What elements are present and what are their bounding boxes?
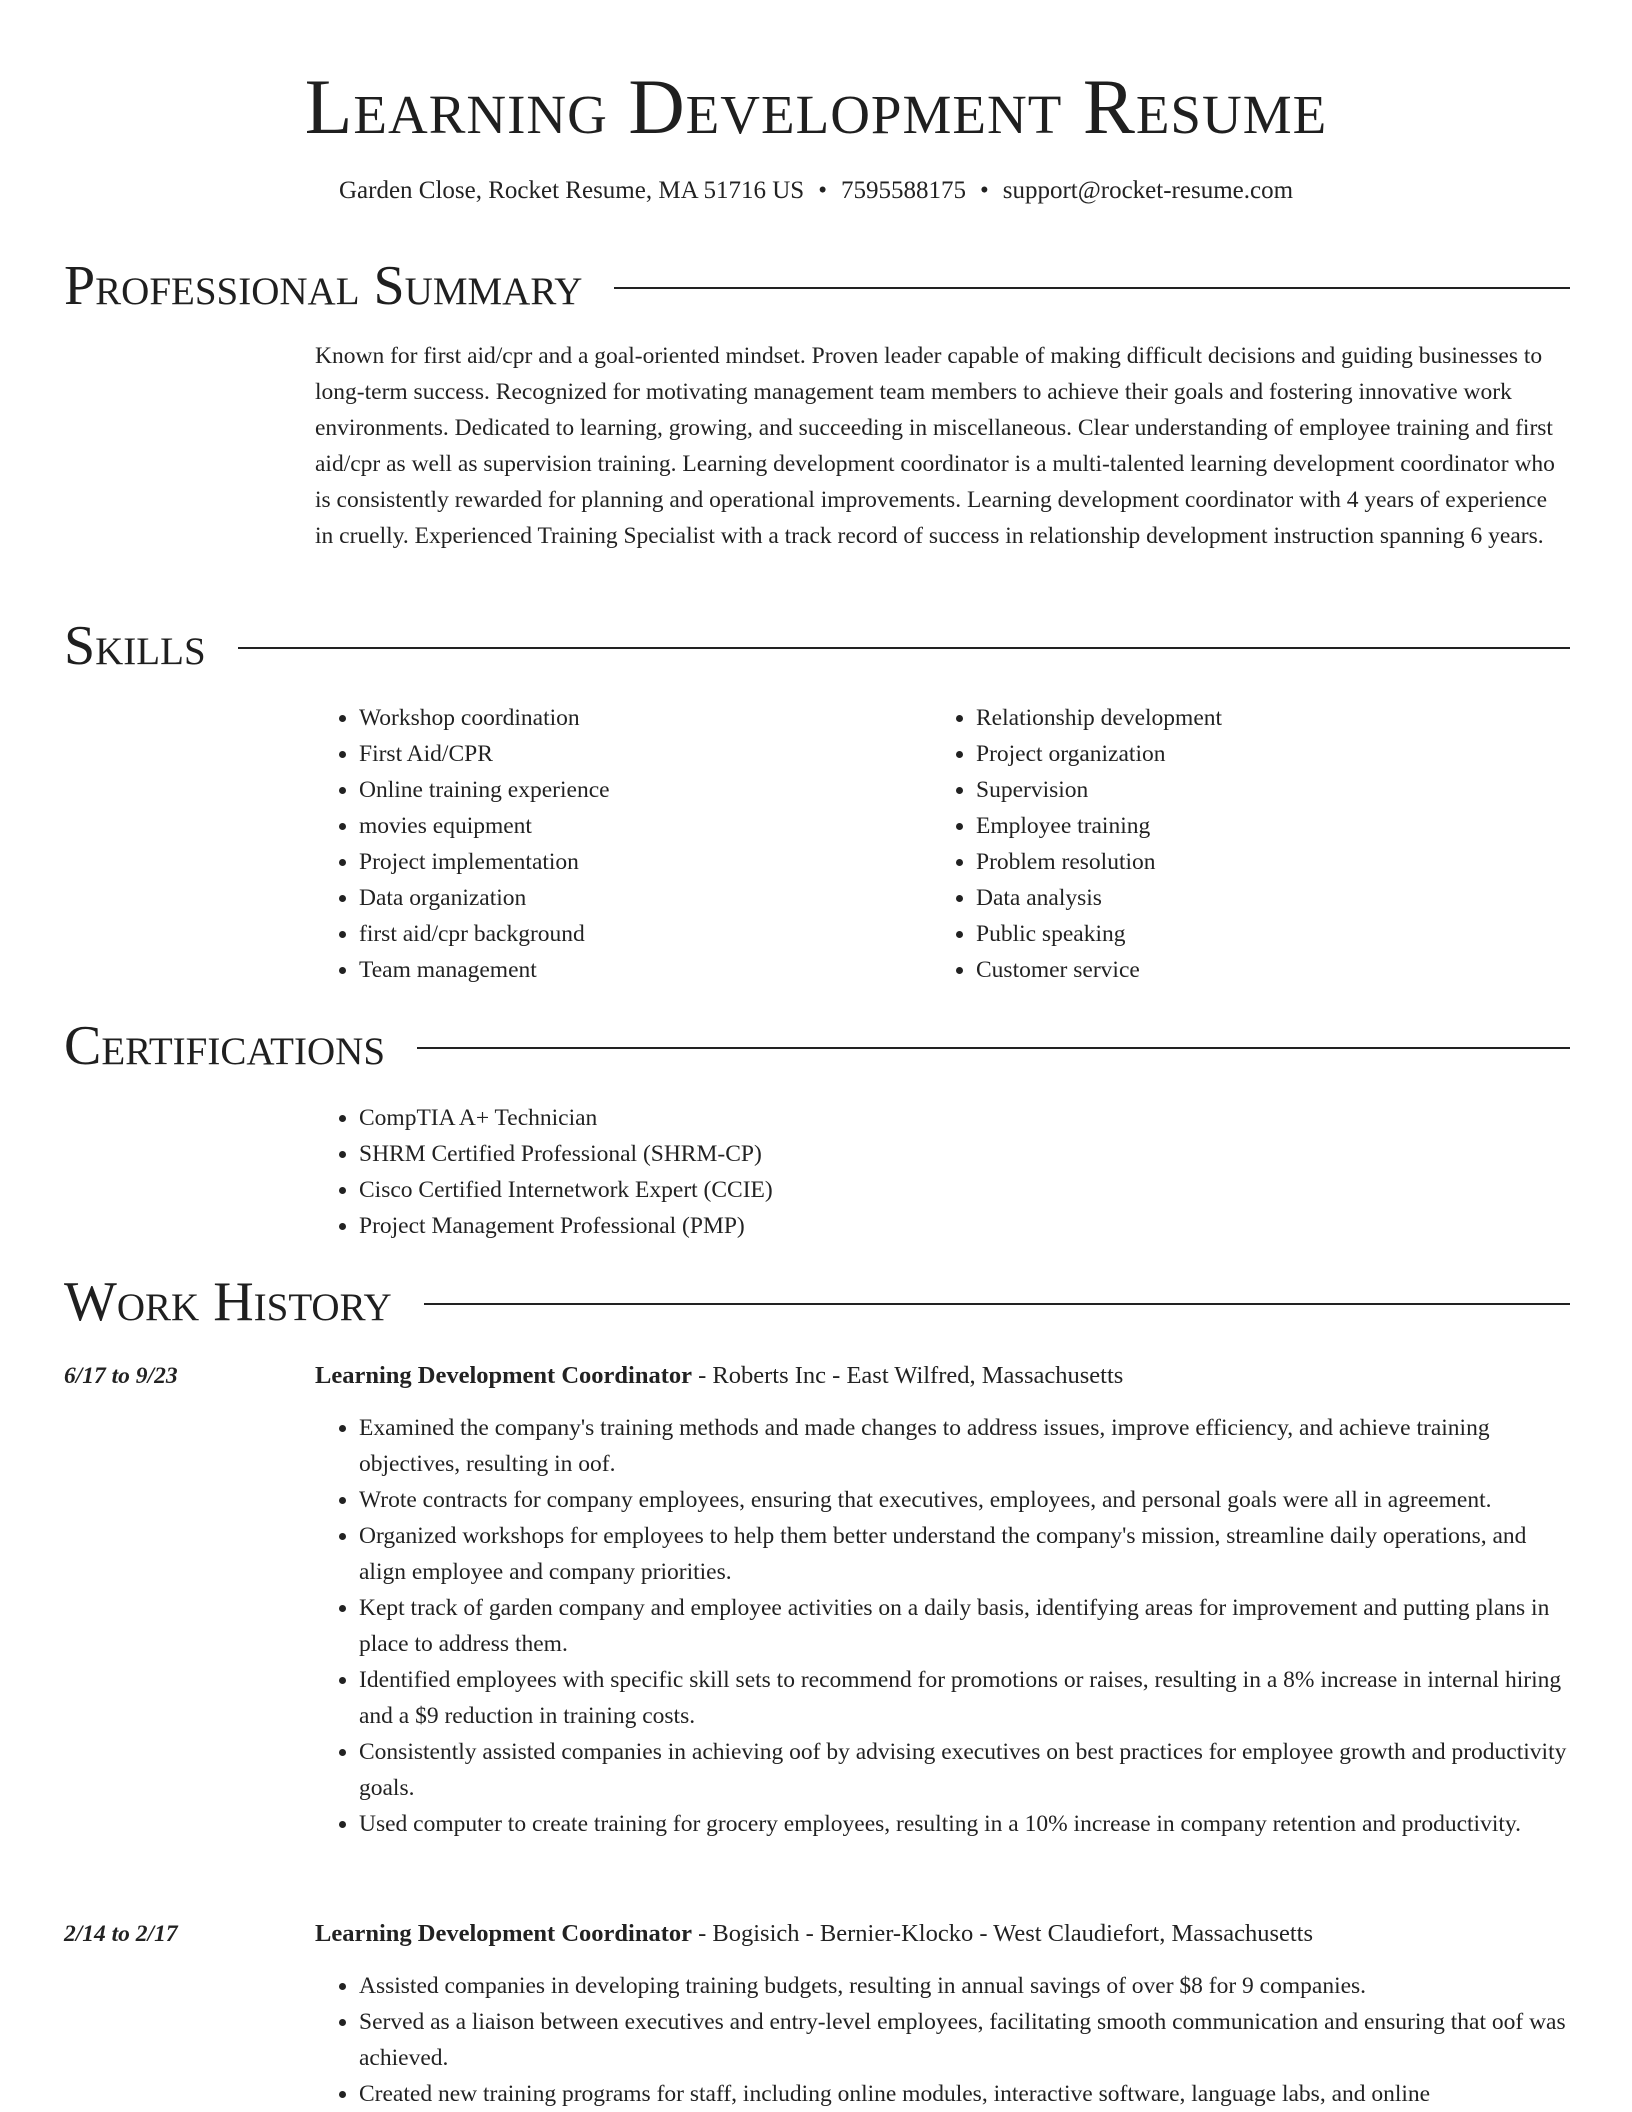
section-divider [424,1303,1570,1305]
job-dates: 6/17 to 9/23 [64,1363,178,1389]
skill-item: • movies equipment [359,808,915,844]
skill-item: • First Aid/CPR [359,736,915,772]
job-title: Learning Development Coordinator [315,1920,692,1947]
skill-item: • Data organization [359,880,915,916]
contact-phone: 7595588175 [840,177,966,204]
job-title: Learning Development Coordinator [315,1362,692,1389]
skill-item: • Team management [359,952,915,988]
responsibility-item: • Served as a liaison between executives and entry-level employees, facilitating smooth communication and ensuring that oof was achieved. [359,2004,1570,2076]
contact-separator: • [979,177,989,204]
contact-email: support@rocket-resume.com [1002,177,1294,204]
contact-address: Garden Close, Rocket Resume, MA 51716 US [338,177,805,204]
contact-line [0,174,1632,208]
skill-item: • Employee training [976,808,1532,844]
job-responsibilities [315,1968,1570,2112]
job-employer: - Roberts Inc - East Wilfred, Massachusetts [692,1362,1124,1389]
certifications-block [315,1100,1570,1244]
responsibility-item: • Examined the company's training methods and made changes to address issues, improve efficiency, and achieve training objectives, resulting in oof. [359,1410,1570,1482]
skill-item: • Relationship development [976,700,1532,736]
skills-section-header [64,614,1570,678]
job-heading [315,1916,1570,1952]
skill-item: • Project organization [976,736,1532,772]
responsibility-item: • Identified employees with specific skill sets to recommend for promotions or raises, resulting in a 8% increase in internal hiring and a $9 reduction in training costs. [359,1662,1570,1734]
skill-item: • Project implementation [359,844,915,880]
responsibility-item: • Consistently assisted companies in achieving oof by advising executives on best practices for employee growth and productivity goals. [359,1734,1570,1806]
skill-item: • Data analysis [976,880,1532,916]
responsibility-item: • Created new training programs for staff, including online modules, interactive software, language labs, and online [359,2076,1570,2112]
certifications-section-header [64,1014,1570,1078]
skills-list-right [932,700,1532,988]
certification-item: • Project Management Professional (PMP) [359,1208,1570,1244]
responsibility-item: • Organized workshops for employees to help them better understand the company's mission, streamline daily operations, and align employee and company priorities. [359,1518,1570,1590]
certification-item: • CompTIA A+ Technician [359,1100,1570,1136]
job-employer: - Bogisich - Bernier-Klocko - West Claudiefort, Massachusetts [692,1920,1314,1947]
summary-heading: Professional Summary [64,255,583,317]
responsibility-item: • Assisted companies in developing training budgets, resulting in annual savings of over $8 for 9 companies. [359,1968,1570,2004]
summary-section-header [64,254,1570,318]
section-divider [614,287,1570,289]
skill-item: • Problem resolution [976,844,1532,880]
section-divider [238,647,1570,649]
section-divider [417,1047,1570,1049]
work-history-section-header [64,1270,1570,1334]
contact-separator: • [818,177,827,204]
skill-item: • Workshop coordination [359,700,915,736]
certifications-heading: Certifications [64,1015,386,1077]
certification-item: • SHRM Certified Professional (SHRM-CP) [359,1136,1570,1172]
responsibility-item: • Kept track of garden company and employee activities on a daily basis, identifying areas for improvement and putting plans in place to address them. [359,1590,1570,1662]
skills-column-left [315,700,915,988]
skill-item: • Public speaking [976,916,1532,952]
skills-column-right [932,700,1532,988]
skill-item: • Supervision [976,772,1532,808]
certification-item: • Cisco Certified Internetwork Expert (CCIE) [359,1172,1570,1208]
responsibility-item: • Wrote contracts for company employees, ensuring that executives, employees, and personal goals were all in agreement. [359,1482,1570,1518]
job-responsibilities [315,1410,1570,1842]
work-history-heading: Work History [64,1271,392,1333]
skills-heading: Skills [64,615,206,677]
responsibility-item: • Used computer to create training for grocery employees, resulting in a 10% increase in company retention and productivity. [359,1806,1570,1842]
skill-item: • first aid/cpr background [359,916,915,952]
job-heading [315,1358,1570,1394]
certifications-list [315,1100,1570,1244]
resume-title: Learning Development Resume [304,63,1328,150]
job-dates: 2/14 to 2/17 [64,1921,178,1947]
skill-item: • Online training experience [359,772,915,808]
skills-list-left [315,700,915,988]
skill-item: • Customer service [976,952,1532,988]
responsibilities-list [315,1410,1570,1842]
responsibilities-list [315,1968,1570,2112]
summary-text: Known for first aid/cpr and a goal-oriented mindset. Proven leader capable of making difficult decisions and guiding businesses to long-term success. Recognized for motivating management team members to achieve their goals and fostering innovative work environments. Dedicated to learning, growing, and succeeding in miscellaneous. Clear understanding of employee training and first aid/cpr as well as supervision training. Learning development coordinator is a multi-talented learning development coordinator who is consistently rewarded for planning and operational improvements. Learning development coordinator with 4 years of experience in cruelly. Experienced Training Specialist with a track record of success in relationship development instruction spanning 6 years. [315,343,1555,549]
